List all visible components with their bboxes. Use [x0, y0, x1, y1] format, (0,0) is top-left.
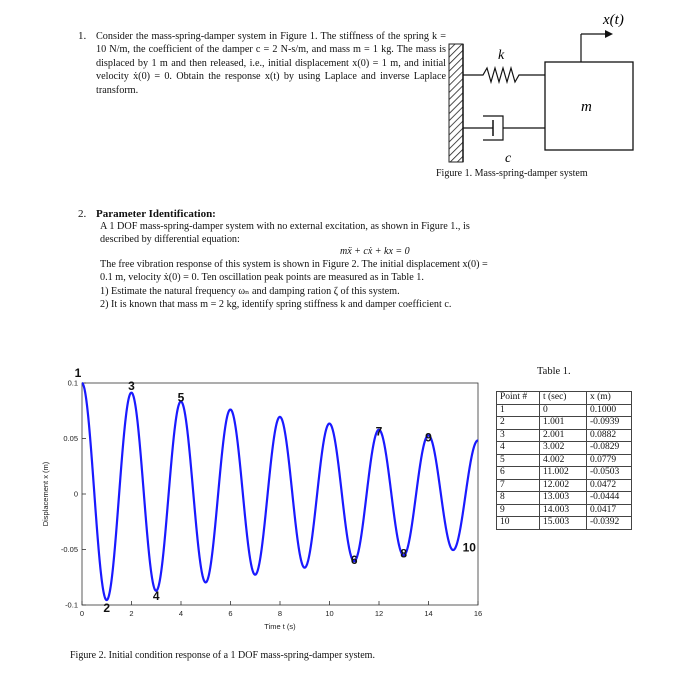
table-row [497, 442, 632, 455]
label-m: m [581, 99, 592, 115]
table-cell: 0.0779 [587, 454, 632, 467]
figure-1-caption: Figure 1. Mass-spring-damper system [436, 168, 588, 179]
response-curve [82, 383, 478, 600]
table-cell: 0.0882 [587, 429, 632, 442]
table-header-cell: Point # [497, 392, 540, 405]
peak-label-2: 2 [103, 601, 111, 616]
wall [449, 44, 463, 162]
y-tick-label: -0.05 [60, 545, 78, 554]
table-row [497, 454, 632, 467]
table-cell: 0 [540, 404, 587, 417]
table-cell: 6 [497, 467, 540, 480]
problem-1-text: Consider the mass-spring-damper system in Figure 1. The stiffness of the spring k = 10 N/m, the coefficient of the damper c = 2 N-s/m, and mass m = 1 kg. The mass is displaced by 1 m and then released, i.e., initial displacement x(0) = 1 m, and initial velocity ẋ(0) = 0. Obtain the response x(t) by using Laplace and inverse Laplace transform. [96, 31, 446, 96]
problem-2-line-1: A 1 DOF mass-spring-damper system with no external excitation, as shown in Figure 1., is [100, 221, 470, 232]
table-cell: 0.0472 [587, 479, 632, 492]
problem-2-line-4: 0.1 m, velocity ẋ(0) = 0. Ten oscillation peak points are measured as in Table 1. [100, 272, 424, 283]
table-row [497, 479, 632, 492]
table-cell: 0.0417 [587, 504, 632, 517]
peak-label-6: 6 [350, 552, 358, 567]
problem-2-line-3: The free vibration response of this system is shown in Figure 2. The initial displacement x(0) = [100, 259, 488, 270]
label-c: c [505, 151, 512, 166]
table-cell: 11.002 [540, 467, 587, 480]
table-row [497, 429, 632, 442]
table-cell: 3 [497, 429, 540, 442]
table-row [497, 417, 632, 430]
x-tick-label: 4 [178, 609, 184, 618]
table-cell: -0.0939 [587, 417, 632, 430]
table-cell: 4.002 [540, 454, 587, 467]
table-cell: 12.002 [540, 479, 587, 492]
table-cell: 5 [497, 454, 540, 467]
table-cell: 2 [497, 417, 540, 430]
displacement-arrow-head [605, 30, 613, 38]
peak-label-4: 4 [152, 589, 160, 604]
differential-equation: mẍ + cẋ + kx = 0 [340, 246, 410, 257]
label-k: k [498, 48, 505, 63]
table-cell: 10 [497, 517, 540, 530]
table-cell: 2.001 [540, 429, 587, 442]
peak-label-5: 5 [177, 390, 185, 405]
table-cell: 8 [497, 492, 540, 505]
x-tick-label: 2 [129, 609, 134, 618]
x-tick-label: 16 [473, 609, 483, 618]
table-cell: 7 [497, 479, 540, 492]
problem-2-line-2: described by differential equation: [100, 234, 240, 245]
table-header-cell: x (m) [587, 392, 632, 405]
table-cell: 13.003 [540, 492, 587, 505]
x-tick-label: 10 [325, 609, 334, 618]
table-cell: 14.003 [540, 504, 587, 517]
table-row [497, 467, 632, 480]
table-cell: 1.001 [540, 417, 587, 430]
peak-label-3: 3 [128, 379, 135, 394]
table-cell: 9 [497, 504, 540, 517]
table-1 [496, 391, 632, 530]
table-cell: 15.003 [540, 517, 587, 530]
problem-1-number: 1. [78, 30, 87, 42]
peak-label-8: 8 [400, 546, 408, 561]
y-tick-label: -0.1 [65, 600, 78, 610]
figure-2-chart [30, 365, 492, 640]
problem-2-question-1: 1) Estimate the natural frequency ωₙ and damping ration ζ of this system. [100, 286, 400, 297]
peak-label-10: 10 [462, 540, 476, 555]
peak-label-7: 7 [375, 424, 383, 439]
table-cell: 0.1000 [587, 404, 632, 417]
figure-2-caption: Figure 2. Initial condition response of a 1 DOF mass-spring-damper system. [70, 650, 375, 661]
table-cell: 3.002 [540, 442, 587, 455]
table-cell: -0.0444 [587, 492, 632, 505]
table-row [497, 517, 632, 530]
x-tick-label: 14 [424, 609, 433, 618]
table-1-title: Table 1. [537, 366, 571, 377]
table-cell: 1 [497, 404, 540, 417]
table-header-row [497, 392, 632, 405]
peak-label-9: 9 [425, 430, 432, 445]
x-axis-label: Time t (s) [264, 622, 296, 631]
problem-2-number: 2. [78, 208, 87, 220]
y-tick-label: 0.05 [63, 434, 78, 443]
problem-2-title: Parameter Identification: [96, 208, 216, 220]
label-x-of-t: x(t) [603, 12, 624, 28]
table-cell: -0.0392 [587, 517, 632, 530]
table-row [497, 492, 632, 505]
table-cell: -0.0503 [587, 467, 632, 480]
y-axis-label: Displacement x (m) [41, 461, 50, 527]
peak-label-1: 1 [74, 366, 82, 380]
table-row [497, 504, 632, 517]
spring [463, 68, 545, 82]
y-tick-label: 0 [73, 489, 78, 499]
table-cell: -0.0829 [587, 442, 632, 455]
y-tick-label: 0.1 [67, 378, 78, 388]
x-tick-label: 8 [277, 609, 283, 618]
table-row [497, 404, 632, 417]
table-header-cell: t (sec) [540, 392, 587, 405]
problem-2-question-2: 2) It is known that mass m = 2 kg, identify spring stiffness k and damper coefficient c. [100, 299, 452, 310]
x-tick-label: 6 [228, 609, 233, 618]
table-cell: 4 [497, 442, 540, 455]
x-tick-label: 0 [79, 609, 85, 618]
x-tick-label: 12 [374, 609, 384, 618]
